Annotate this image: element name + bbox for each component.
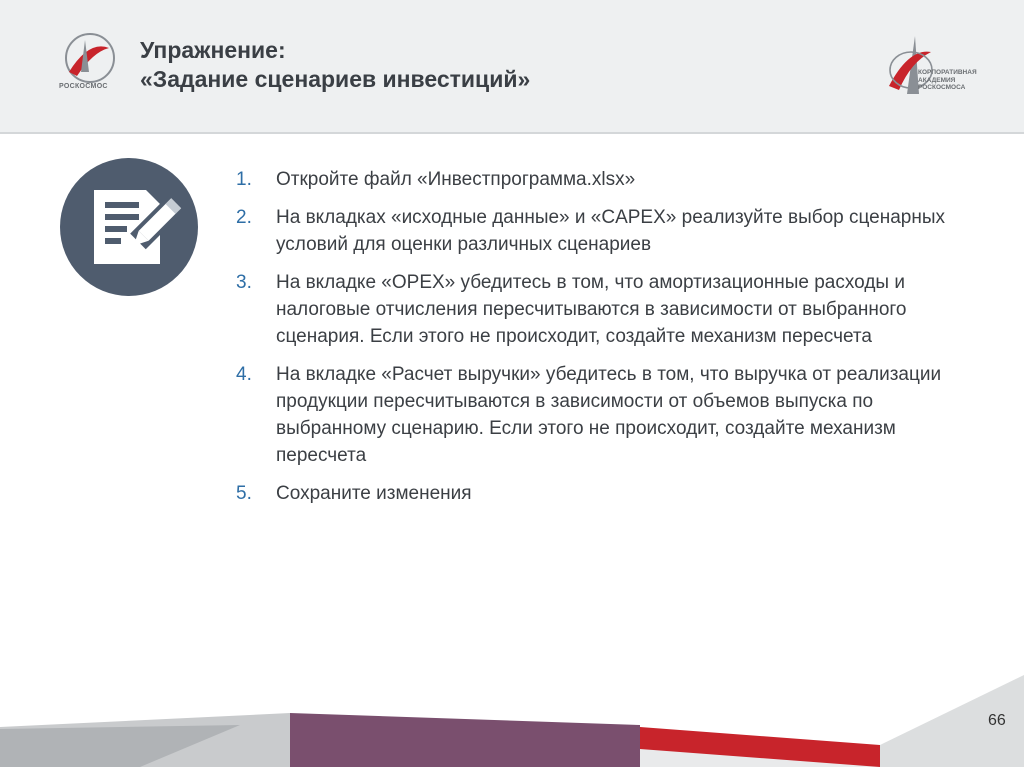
step-item	[236, 166, 976, 193]
page-title	[140, 36, 530, 94]
step-text: На вкладке «Расчет выручки» убедитесь в том, что выручка от реализации продукции пересчитываются в зависимости от объемов выпуска по выбранному сценарию. Если этого не происходит, создайте механизм пересчета	[276, 364, 942, 466]
step-item	[236, 269, 976, 350]
step-number: 4.	[236, 364, 252, 385]
step-text: На вкладках «исходные данные» и «CAPEX» реализуйте выбор сценарных условий для оценки различных сценариев	[276, 207, 946, 255]
page-number: 66	[988, 712, 1006, 729]
right-logo-caption-line-2: АКАДЕМИЯ	[918, 76, 956, 84]
step-text: Откройте файл «Инвестпрограмма.xlsx»	[276, 169, 636, 190]
step-number: 1.	[236, 169, 252, 190]
left-logo-caption: РОСКОСМОС	[59, 83, 108, 90]
steps-list	[236, 166, 976, 518]
title-line-1: Упражнение:	[140, 37, 286, 63]
step-number: 3.	[236, 272, 252, 293]
title-line-2: «Задание сценариев инвестиций»	[140, 66, 531, 92]
footer-decoration	[0, 667, 1024, 767]
step-number: 5.	[236, 483, 252, 504]
header-divider	[0, 132, 1024, 134]
step-item	[236, 480, 976, 507]
step-number: 2.	[236, 207, 252, 228]
step-text: Сохраните изменения	[276, 483, 472, 504]
right-logo-caption-line-3: РОСКОСМОСА	[918, 84, 966, 91]
step-item	[236, 361, 976, 469]
right-logo-caption-line-1: КОРПОРАТИВНАЯ	[918, 69, 977, 76]
right-logo-caption	[918, 69, 977, 92]
step-item	[236, 204, 976, 258]
edit-document-icon	[60, 158, 198, 296]
step-text: На вкладке «OPEX» убедитесь в том, что амортизационные расходы и налоговые отчисления пересчитываются в зависимости от выбранного сценария. Если этого не происходит, создайте механизм пересчета	[276, 272, 907, 347]
